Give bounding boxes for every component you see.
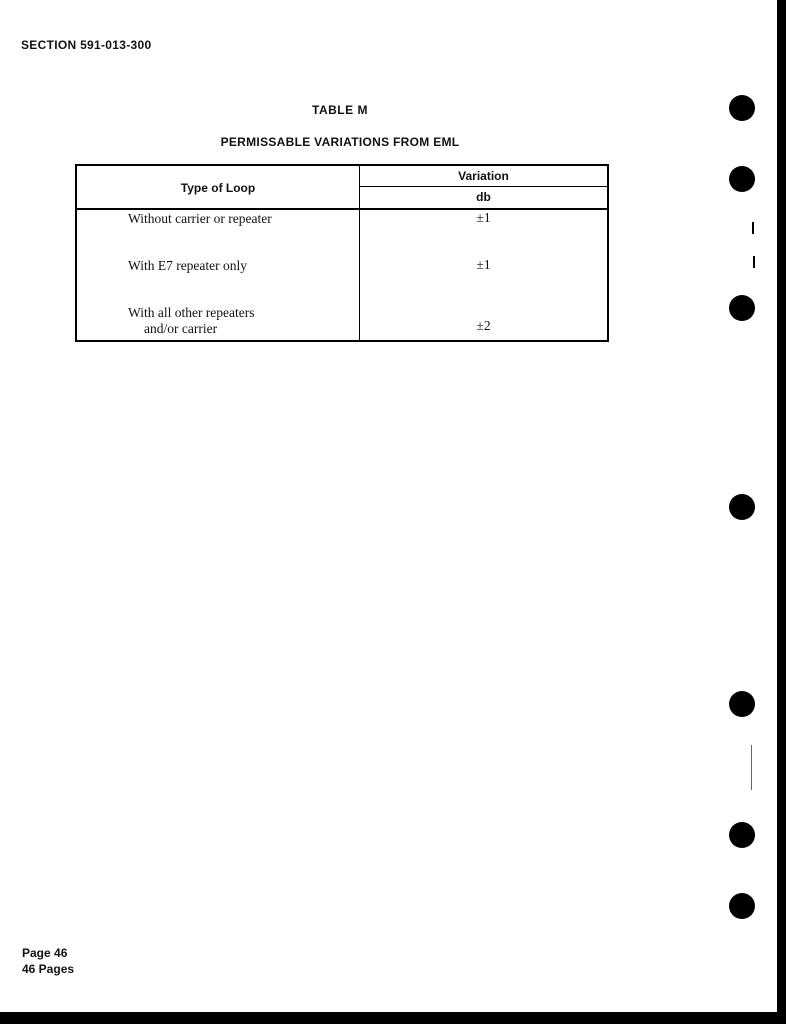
table-row-loop [128, 305, 255, 337]
column-header-variation: Variation [458, 169, 509, 183]
variations-table [75, 164, 609, 342]
table-row-loop [128, 258, 247, 274]
table-row-loop [128, 211, 272, 227]
punch-hole [729, 95, 755, 121]
scan-mark [751, 745, 752, 790]
page-count: 46 Pages [22, 962, 75, 976]
punch-hole [729, 691, 755, 717]
page-edge-bottom [0, 1012, 786, 1024]
punch-hole [729, 893, 755, 919]
column-header-unit: db [476, 190, 491, 204]
scan-mark [752, 222, 754, 234]
section-header: SECTION 591-013-300 [21, 38, 152, 52]
page-number: Page 46 [22, 946, 68, 960]
scan-mark [753, 256, 755, 268]
loop-text: With all other repeaters [128, 305, 255, 320]
table-row-variation: ±2 [476, 318, 491, 333]
column-header-type-of-loop: Type of Loop [180, 181, 256, 195]
punch-hole [729, 822, 755, 848]
table-row-variation: ±1 [476, 257, 491, 272]
loop-text: Without carrier or repeater [128, 211, 272, 226]
loop-text: With E7 repeater only [128, 258, 248, 273]
loop-text-continued: and/or carrier [144, 321, 218, 336]
page-edge-right [777, 0, 786, 1024]
punch-hole [729, 166, 755, 192]
table-subtitle: PERMISSABLE VARIATIONS FROM EML [220, 135, 460, 149]
punch-hole [729, 494, 755, 520]
table-row-variation: ±1 [476, 210, 491, 225]
punch-hole [729, 295, 755, 321]
table-title: TABLE M [312, 103, 368, 117]
unit-divider [360, 186, 607, 187]
